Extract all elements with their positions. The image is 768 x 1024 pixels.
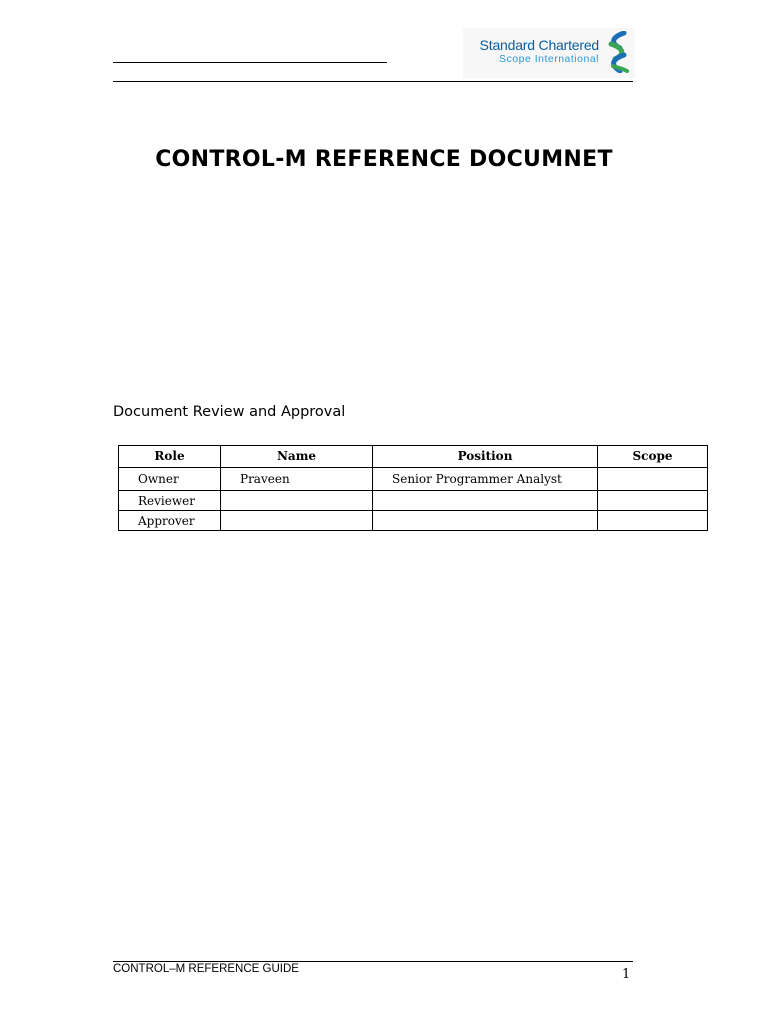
- header-signature-line: [113, 62, 387, 63]
- cell-position: Senior Programmer Analyst: [373, 468, 598, 491]
- column-header-name: Name: [221, 446, 373, 468]
- column-header-scope: Scope: [598, 446, 708, 468]
- footer-text: CONTROL–M REFERENCE GUIDE: [113, 963, 299, 975]
- company-logo: [463, 28, 635, 78]
- approval-table: [118, 445, 708, 531]
- cell-scope: [598, 491, 708, 511]
- table-header-row: [119, 446, 708, 468]
- logo-company-name: Standard Chartered: [479, 37, 599, 53]
- cell-name: Praveen: [221, 468, 373, 491]
- review-section-heading: Document Review and Approval: [113, 404, 346, 420]
- cell-position: [373, 491, 598, 511]
- table-row-owner: [119, 468, 708, 491]
- cell-role: Owner: [119, 468, 221, 491]
- table-row-approver: [119, 511, 708, 531]
- page-number: 1: [622, 967, 631, 982]
- column-header-position: Position: [373, 446, 598, 468]
- cell-role: Approver: [119, 511, 221, 531]
- cell-role: Reviewer: [119, 491, 221, 511]
- column-header-role: Role: [119, 446, 221, 468]
- document-title: CONTROL-M REFERENCE DOCUMNET: [155, 147, 613, 172]
- header-rule: [113, 81, 633, 82]
- table-row-reviewer: [119, 491, 708, 511]
- cell-scope: [598, 468, 708, 491]
- logo-subtitle: Scope International: [499, 53, 599, 65]
- cell-name: [221, 491, 373, 511]
- footer-rule: [113, 961, 633, 962]
- cell-name: [221, 511, 373, 531]
- standard-chartered-logo-icon: [603, 31, 633, 73]
- cell-scope: [598, 511, 708, 531]
- cell-position: [373, 511, 598, 531]
